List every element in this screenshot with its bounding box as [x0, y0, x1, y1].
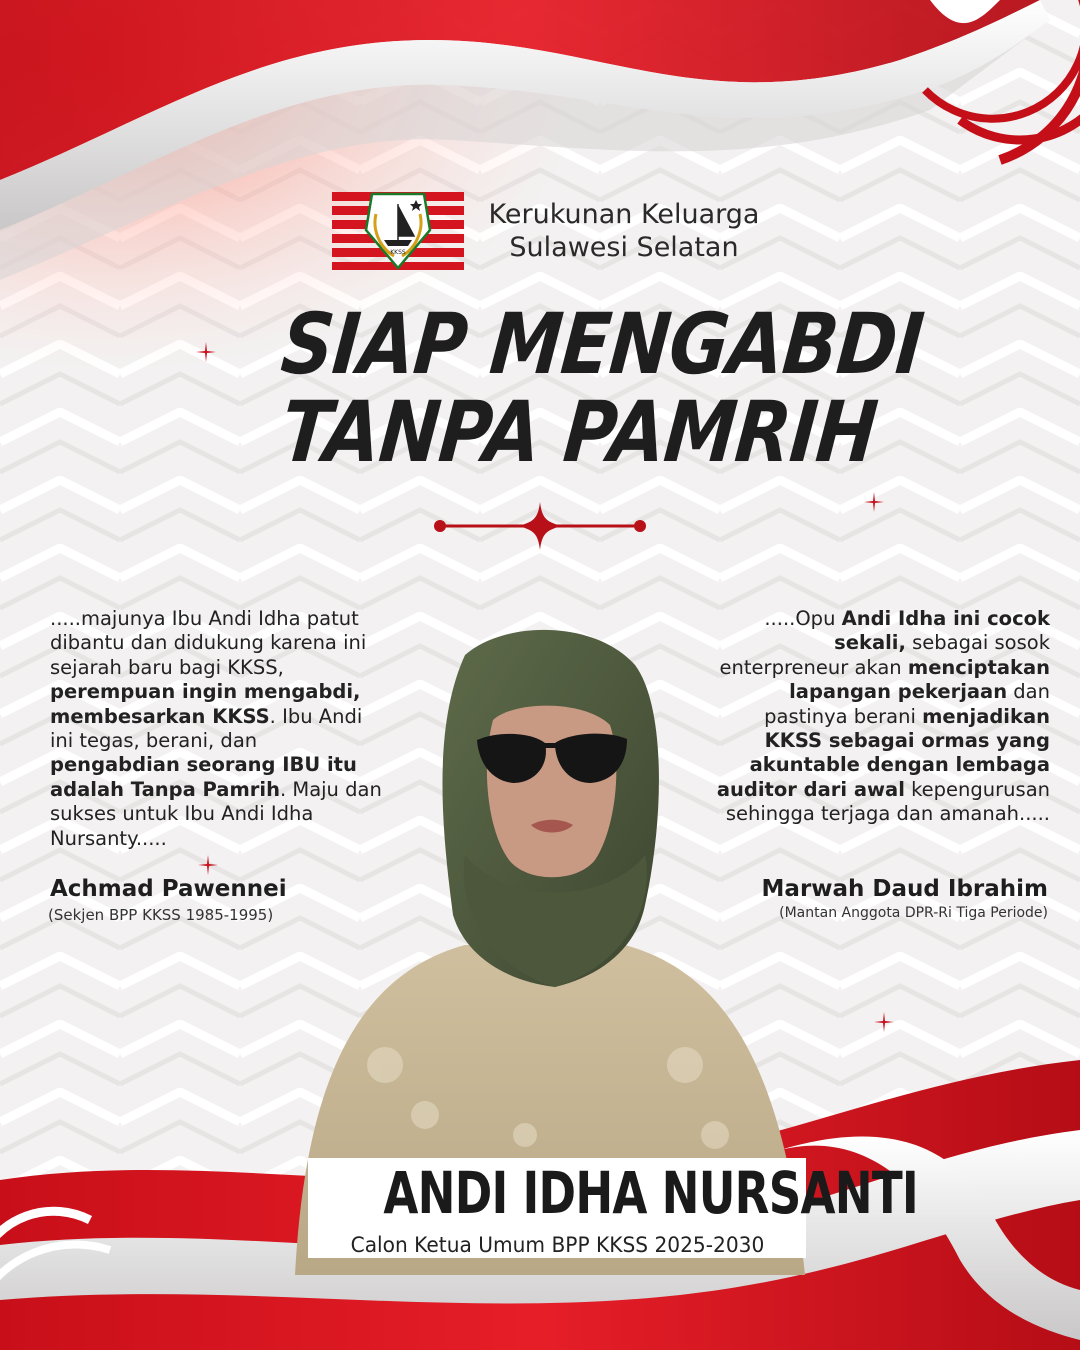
logo-text: KKSS	[390, 249, 406, 256]
quote-left-role: (Sekjen BPP KKSS 1985-1995)	[48, 906, 274, 924]
quote-left-highlight: pengabdian seorang IBU itu adalah Tanpa Pamrih	[50, 753, 357, 801]
org-name-line2: Sulawesi Selatan	[509, 232, 739, 263]
sparkle-icon	[198, 855, 218, 875]
quote-left-text: .....majunya Ibu Andi Idha patut dibantu dan didukung karena ini sejarah baru bagi KKSS,	[50, 607, 367, 679]
quote-right-text: kepengurusan sehingga terjaga dan amanah.....	[725, 777, 1050, 826]
quote-right-role: (Mantan Anggota DPR-Ri Tiga Periode)	[779, 905, 1048, 921]
quote-right-highlight: Andi Idha ini cocok sekali,	[834, 607, 1050, 655]
quote-left-highlight: perempuan ingin mengabdi, membesarkan KKSS	[50, 680, 361, 728]
kkss-logo	[332, 190, 464, 270]
quote-left-author: Achmad Pawennei	[50, 876, 287, 902]
quote-left-text: . Maju dan sukses untuk Ibu Andi Idha Nursanty.....	[50, 777, 382, 850]
quote-right	[700, 607, 1050, 827]
sparkle-icon	[864, 492, 884, 512]
org-name-line1: Kerukunan Keluarga	[488, 199, 760, 230]
quote-left	[50, 607, 390, 851]
org-name	[474, 198, 774, 264]
quote-right-text: sebagai sosok enterpreneur akan	[719, 631, 1050, 679]
headline-line2: TANPA PAMRIH	[277, 383, 881, 481]
ornament-divider	[432, 500, 648, 552]
quote-right-highlight: menjadikan KKSS sebagai ormas yang akuntable dengan lembaga auditor dari awal	[716, 704, 1050, 801]
headline	[240, 295, 927, 481]
sparkle-icon	[874, 1012, 894, 1032]
sparkle-icon	[196, 342, 216, 362]
candidate-title-text: Calon Ketua Umum BPP KKSS 2025-2030	[350, 1233, 764, 1257]
candidate-name-text: ANDI IDHA NURSANTI	[383, 1159, 918, 1227]
candidate-name	[308, 1159, 918, 1227]
quote-right-text: .....Opu	[764, 607, 842, 630]
quote-right-highlight: menciptakan lapangan pekerjaan	[789, 655, 1050, 704]
quote-right-text: dan pastinya berani	[764, 680, 1050, 728]
quote-right-author: Marwah Daud Ibrahim	[761, 876, 1048, 902]
headline-line1: SIAP MENGABDI	[277, 295, 927, 393]
quote-left-text: . Ibu Andi ini tegas, berani, dan	[50, 704, 363, 753]
candidate-title	[308, 1232, 806, 1258]
